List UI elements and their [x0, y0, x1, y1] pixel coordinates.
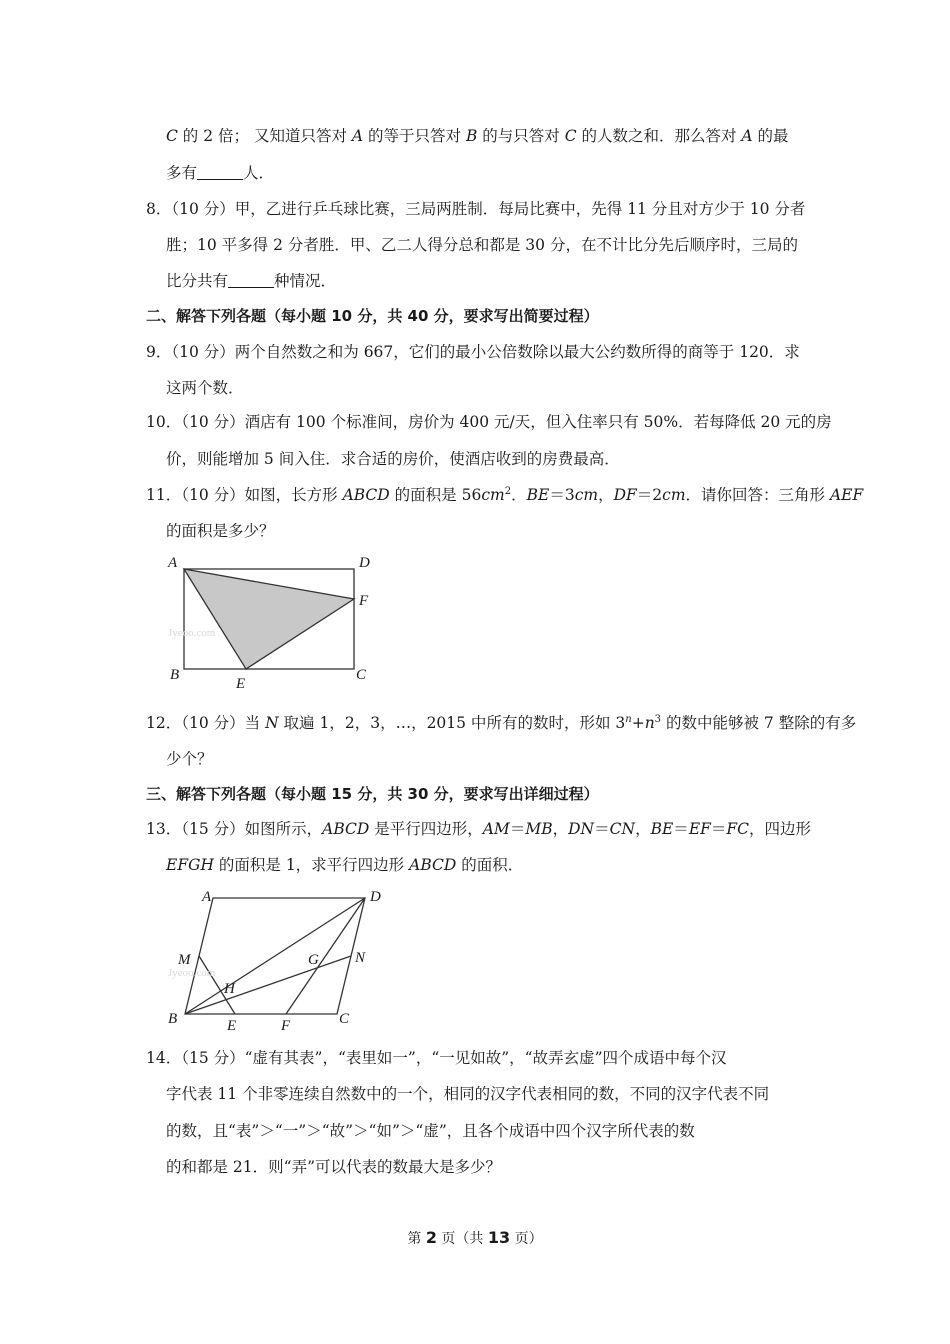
q7-line2: 多有 人． [166, 164, 275, 182]
label-c: C [356, 667, 367, 683]
q14-line4: 的和都是 21．则“弄”可以代表的数最大是多少？ [166, 1158, 501, 1176]
current-page-number: 2 [425, 1228, 437, 1247]
parallelogram-figure [160, 882, 400, 1034]
label-f: F [281, 1018, 291, 1034]
label-e: E [236, 676, 246, 692]
q8-line2: 胜；10 平多得 2 分者胜．甲、乙二人得分总和都是 30 分，在不计比分先后顺序时，三局的 [166, 236, 798, 254]
label-c: C [339, 1011, 350, 1027]
segment-bd [185, 898, 365, 1014]
q11-line1: 11．（10 分）如图，长方形 ABCD 的面积是 $56cm^2$．BE＝3cm，DF＝2cm．请你回答：三角形 AEF [146, 486, 864, 504]
q8-line1: 8．（10 分）甲，乙进行乒乓球比赛，三局两胜制．每局比赛中，先得 11 分且对方少于 10 分者 [146, 200, 806, 218]
q9-line2: 这两个数． [166, 379, 244, 397]
q11-line2: 的面积是多少？ [166, 522, 275, 540]
q13-line2: EFGH 的面积是 1，求平行四边形 ABCD 的面积． [166, 856, 524, 874]
q7-line1: C 的 2 倍； 又知道只答对 A 的等于只答对 B 的与只答对 C 的人数之和．那么答对 A 的最 [166, 127, 789, 145]
label-f: F [359, 593, 369, 609]
label-g: G [308, 952, 319, 968]
q8-line3: 比分共有 种情况． [166, 272, 337, 290]
watermark: Jyeoo.com [168, 967, 216, 979]
answer-blank [228, 273, 274, 288]
watermark: Jyeoo.com [168, 627, 216, 639]
answer-blank [197, 165, 243, 180]
q14-line1: 14．（15 分）“虚有其表”，“表里如一”，“一见如故”，“故弄玄虚”四个成语中每个汉 [146, 1049, 727, 1067]
label-b: B [168, 1011, 178, 1027]
page-footer: 第 2 页（共 13 页） [407, 1228, 543, 1247]
segment-fd [286, 898, 365, 1014]
label-d: D [370, 889, 381, 905]
label-h: H [224, 981, 235, 997]
q9-line1: 9．（10 分）两个自然数之和为 667，它们的最小公倍数除以最大公约数所得的商等于 120．求 [146, 343, 800, 361]
triangle-aef [184, 569, 354, 669]
q10-line2: 价，则能增加 5 间入住．求合适的房价，使酒店收到的房费最高． [166, 450, 620, 468]
label-e: E [227, 1018, 237, 1034]
section3-heading: 三、解答下列各题（每小题 15 分，共 30 分，要求写出详细过程） [146, 785, 599, 803]
q12-line2: 少个？ [166, 750, 213, 768]
label-b: B [170, 667, 180, 683]
segment-bn [185, 956, 351, 1014]
label-a: A [202, 889, 212, 905]
label-m: M [178, 952, 191, 968]
label-n: N [355, 950, 366, 966]
section2-heading: 二、解答下列各题（每小题 10 分，共 40 分，要求写出简要过程） [146, 307, 599, 325]
total-pages-number: 13 [487, 1228, 511, 1247]
label-a: A [168, 555, 178, 571]
q14-line3: 的数，且“表”＞“一”＞“故”＞“如”＞“虚”，且各个成语中四个汉字所代表的数 [166, 1122, 695, 1140]
q14-line2: 字代表 11 个非零连续自然数中的一个，相同的汉字代表相同的数，不同的汉字代表不同 [166, 1085, 770, 1103]
label-d: D [359, 555, 370, 571]
rectangle-figure [160, 548, 390, 693]
q13-line1: 13．（15 分）如图所示，ABCD 是平行四边形，AM＝MB，DN＝CN，BE＝EF＝FC，四边形 [146, 820, 812, 838]
q10-line1: 10．（10 分）酒店有 100 个标准间，房价为 400 元/天，但入住率只有 50%．若每降低 20 元的房 [146, 413, 832, 431]
q12-line1: 12．（10 分）当 N 取遍 1，2，3，…，2015 中所有的数时，形如 $3^n+n^3$ 的数中能够被 7 整除的有多 [146, 714, 857, 732]
